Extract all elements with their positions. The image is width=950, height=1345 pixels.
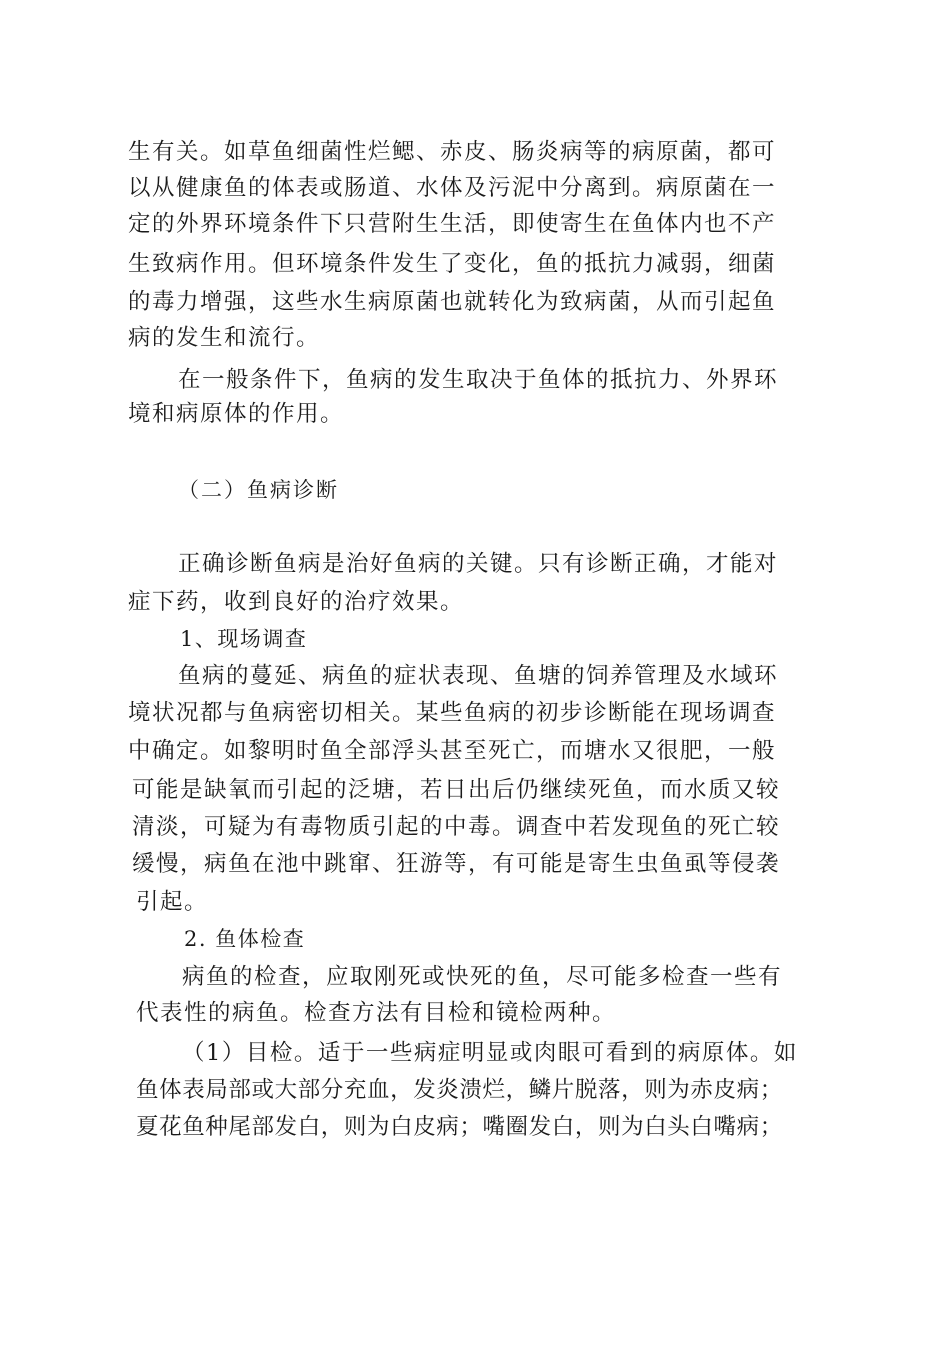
text-line: 鱼体表局部或大部分充血，发炎溃烂，鳞片脱落，则为赤皮病； [136, 1077, 783, 1103]
text-line: 病鱼的检查，应取刚死或快死的鱼，尽可能多检查一些有 [182, 964, 783, 990]
text-line: 鱼病的蔓延、病鱼的症状表现、鱼塘的饲养管理及水域环 [178, 663, 779, 689]
subsection-heading: 1、现场调查 [180, 627, 308, 651]
text-line: 代表性的病鱼。检查方法有目检和镜检两种。 [136, 1000, 617, 1026]
text-line: 症下药，收到良好的治疗效果。 [128, 589, 465, 615]
text-line: 在一般条件下，鱼病的发生取决于鱼体的抵抗力、外界环 [178, 367, 779, 393]
text-line: 可能是缺氧而引起的泛塘，若日出后仍继续死鱼，而水质又较 [132, 777, 781, 803]
text-line: 缓慢，病鱼在池中跳窜、狂游等，有可能是寄生虫鱼虱等侵袭 [132, 851, 781, 877]
text-line: 正确诊断鱼病是治好鱼病的关键。只有诊断正确，才能对 [178, 551, 779, 577]
text-line: 中确定。如黎明时鱼全部浮头甚至死亡，而塘水又很肥，一般 [128, 738, 777, 764]
text-line: 境和病原体的作用。 [128, 401, 345, 427]
text-line: 境状况都与鱼病密切相关。某些鱼病的初步诊断能在现场调查 [128, 700, 777, 726]
text-line: 以从健康鱼的体表或肠道、水体及污泥中分离到。病原菌在一 [128, 175, 777, 201]
text-line: （1）目检。适于一些病症明显或肉眼可看到的病原体。如 [182, 1040, 798, 1066]
text-line: 夏花鱼种尾部发白，则为白皮病；嘴圈发白，则为白头白嘴病； [136, 1114, 783, 1140]
text-line: 病的发生和流行。 [128, 325, 321, 351]
text-line: 清淡，可疑为有毒物质引起的中毒。调查中若发现鱼的死亡较 [132, 814, 781, 840]
text-line: 的毒力增强，这些水生病原菌也就转化为致病菌，从而引起鱼 [128, 289, 777, 315]
text-line: 定的外界环境条件下只营附生生活，即使寄生在鱼体内也不产 [128, 211, 777, 237]
section-heading: （二）鱼病诊断 [178, 478, 339, 502]
text-line: 生致病作用。但环境条件发生了变化，鱼的抵抗力减弱，细菌 [128, 251, 777, 277]
text-line: 生有关。如草鱼细菌性烂鳃、赤皮、肠炎病等的病原菌，都可 [128, 139, 777, 165]
subsection-heading: 2. 鱼体检查 [184, 927, 306, 951]
text-line: 引起。 [136, 889, 209, 915]
